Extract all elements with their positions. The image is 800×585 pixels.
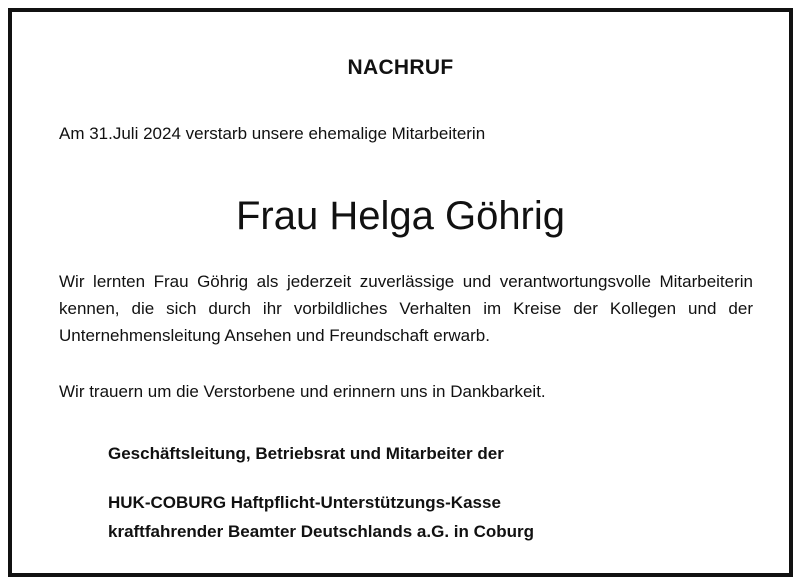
company-name [108,488,534,546]
notice-body: Wir lernten Frau Göhrig als jederzeit zuverlässige und verantwortungsvolle Mitarbeiterin kennen, die sich durch ihr vorbildliches Verhalten im Kreise der Kollegen und der Unternehmensleitung Ansehen und Freundschaft erwarb. [59,272,753,345]
deceased-name: Frau Helga Göhrig [235,194,566,238]
notice-border-frame [8,8,793,577]
notice-closing: Wir trauern um die Verstorbene und erinnern uns in Dankbarkeit. [59,382,546,401]
company-name-line-2: kraftfahrender Beamter Deutschlands a.G. in Coburg [108,522,535,541]
notice-title: NACHRUF [347,56,454,79]
notice-signers: Geschäftsleitung, Betriebsrat und Mitarbeiter der [108,444,504,463]
notice-intro: Am 31.Juli 2024 verstarb unsere ehemalige Mitarbeiterin [59,124,486,143]
company-name-line-1: HUK-COBURG Haftpflicht-Unterstützungs-Kasse [108,493,501,512]
